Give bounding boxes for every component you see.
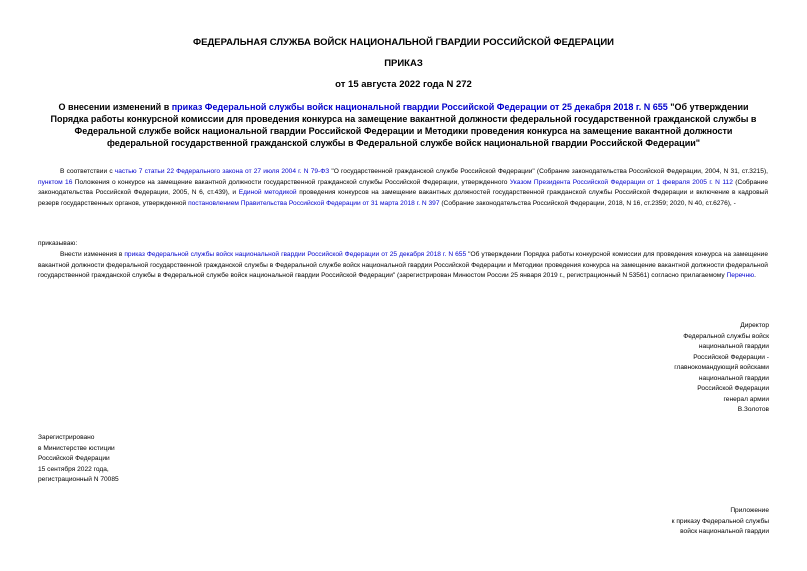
change-paragraph (38, 250, 768, 282)
signature-line: генерал армии (723, 395, 769, 403)
link-decree-112[interactable]: Указом Президента Российской Федерации от 1 февраля 2005 г. N 112 (509, 178, 733, 186)
change-text-3: . (754, 272, 756, 279)
signature-line: национальной гвардии (698, 343, 769, 350)
basis-text-1: В соответствии с (60, 168, 115, 175)
basis-text-6: (Собрание законодательства Российской Федерации, 2018, N 16, ст.2359; 2020, N 40, ст.6276), - (439, 199, 736, 207)
link-resolution-397[interactable]: постановлением Правительства Российской Федерации от 31 марта 2018 г. N 397 (188, 199, 440, 207)
title-prefix: О внесении изменений в (58, 102, 172, 112)
basis-paragraph (38, 167, 768, 209)
appendix-line: к приказу Федеральной службы (671, 517, 769, 525)
appendix-line: Приложение (730, 507, 769, 514)
signature-line: главнокомандующий войсками (674, 364, 769, 371)
signature-line: Российской Федерации (697, 385, 769, 392)
signature-line: Российской Федерации - (693, 353, 769, 361)
basis-text-5: проведения конкурсов на замещение вакантных должностей государственной гражданской службы Российской Федерации и включение в кадровый резерв государственных органов, утвержденной (38, 189, 769, 207)
link-unified-methodology[interactable]: Единой методикой (238, 189, 297, 196)
signature-line: В.Золотов (737, 406, 769, 413)
appendix-block (609, 506, 769, 538)
basis-text-3: Положения о конкурсе на замещение вакантной должности государственной гражданской службы Российской Федерации, утвержденного (72, 178, 510, 186)
agency-heading: ФЕДЕРАЛЬНАЯ СЛУЖБА ВОЙСК НАЦИОНАЛЬНОЙ ГВАРДИИ РОССИЙСКОЙ ФЕДЕРАЦИИ (193, 37, 614, 48)
registration-line: 15 сентября 2022 года, (38, 465, 109, 473)
change-text-1: Внести изменения в (60, 251, 125, 258)
document-type: ПРИКАЗ (384, 58, 423, 69)
registration-line: Зарегистрировано (38, 434, 95, 441)
document-title (50, 101, 757, 149)
change-text-2: "Об утверждении Порядка работы конкурсной комиссии для проведения конкурса на замещение вакантной должности федеральной государственной гражданской службы в Федеральной службе войск национальной гвардии Российской Федерации и Методики проведения конкурса на замещение вакантной должности федеральной государственной гражданской службы в Федеральной службе войск национальной гвардии Российской Федерации" (зарегистрирован Минюстом России 25 января 2019 г., регистрационный N 53561) согласно прилагаемому (38, 251, 768, 279)
title-link-order-655[interactable]: приказ Федеральной службы войск национальной гвардии Российской Федерации от 25 декабря 2018 г. N 655 (171, 102, 668, 112)
signature-line: Директор (740, 322, 769, 329)
registration-block (38, 433, 238, 486)
basis-text-2: "О государственной гражданской службе Российской Федерации" (Собрание законодательства Российской Федерации, 2004, N 31, ст.3215), (329, 168, 769, 175)
link-order-655[interactable]: приказ Федеральной службы войск национальной гвардии Российской Федерации от 25 декабря 2018 г. N 655 (124, 251, 467, 258)
link-law-79fz[interactable]: частью 7 статьи 22 Федерального закона от 27 июля 2004 г. N 79-ФЗ (114, 168, 330, 175)
signature-line: Федеральной службы войск (683, 332, 769, 340)
basis-text-4: (Собрание законодательства Российской Федерации, 2005, N 6, ст.439), и (38, 178, 769, 196)
link-clause-16[interactable]: пунктом 16 (38, 178, 73, 186)
appendix-line: войск национальной гвардии (680, 528, 769, 535)
registration-line: Российской Федерации (38, 455, 110, 462)
signature-line: национальной гвардии (698, 374, 769, 382)
title-suffix: "Об утверждении Порядка работы конкурсной комиссии для проведения конкурса на замещение вакантной должности федеральной государственной гражданской службы в Федеральной службе войск национальной гвардии Российской Федерации и Методики проведения конкурса на замещение вакантной должности федеральной государственной гражданской службы в Федеральной службе войск национальной гвардии Российской Федерации" (50, 102, 757, 148)
order-word: приказываю: (38, 240, 78, 247)
registration-line: регистрационный N 70085 (38, 476, 119, 483)
registration-line: в Министерстве юстиции (38, 444, 115, 452)
link-list-appendix[interactable]: Перечню (726, 272, 755, 279)
document-date-number: от 15 августа 2022 года N 272 (335, 79, 472, 90)
signature-block (609, 321, 769, 416)
